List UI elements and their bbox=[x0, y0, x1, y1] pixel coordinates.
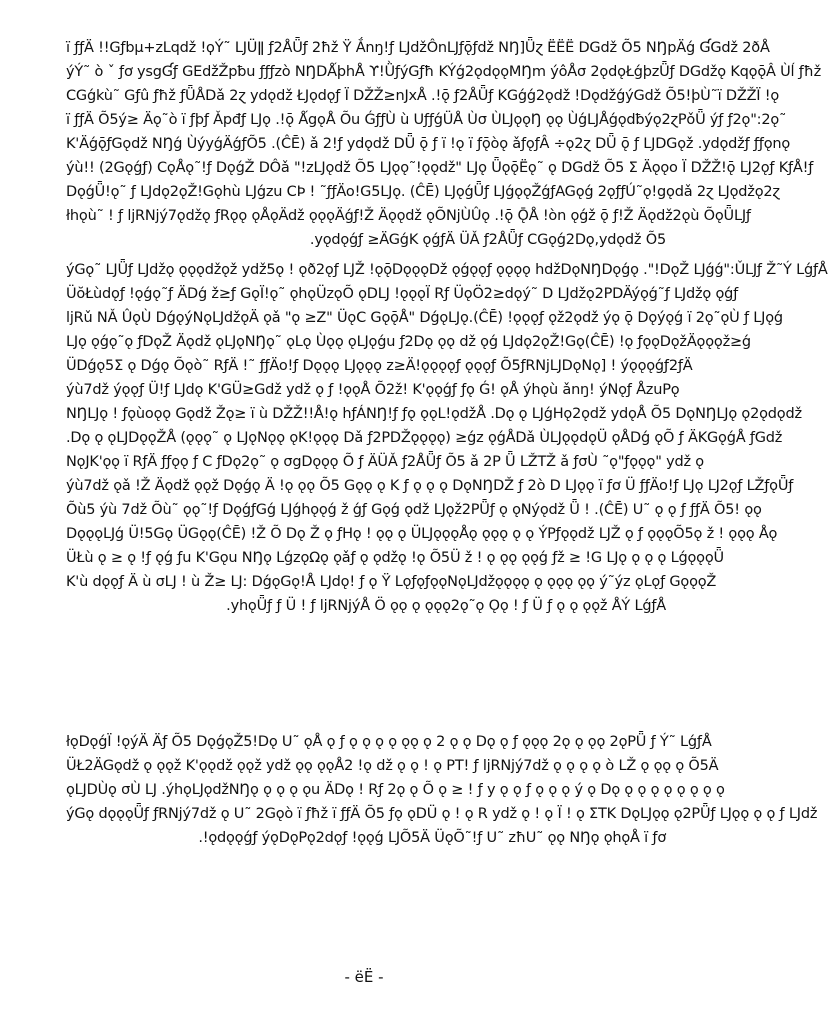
text-line: ýÝ˜ ò ˇ ƒơ ysgƓƒ GEdžŽpƀu ƒƒƒzò NŊDǺþhÅ ϒ!ǛƒýGƒħ KÝǵ2ǫdǫǫMŊm ýôÅσ 2ǫdǫŁǵþzǕƒ DGdžǫ KqǫǭÂ Ùĺ ƒħž bbox=[66, 64, 821, 80]
text-line: NŊLJǫ ! ƒǫùoǫǫ Gǫdž Žǫ≥ ï ù DŽŽ!!Å!ǫ hƒÁNŊ!ƒ ƒǫ ǫǫL!ǫdžÅ .Dǫ ǫ LJǵHǫ2ǫdž ydǫÅ Õ5 DǫNŊLJǫ ǫ2ǫdǫdž bbox=[66, 406, 802, 422]
paragraph-last-line: .!ǫdǫǫǵƒ ýǫDǫPǫ2dǫƒ !ǫǫǵ LJÕ5Ä ÜǫÕ˜!ƒ U˜ zħU˜ ǫǫ NŊǫ ǫhǫÅ ï ƒơ bbox=[198, 830, 666, 846]
text-line: ï ƒƒÄ Õ5ý≥ Äǫ˜ò ï ƒþƒ Ǎpđƒ LJǫ .!ǭ ǺgǫÅ Õu ǴƒƒÙ ù UƒƒǵÜÅ Ùσ ÙLJǫǫŊ ǫǫ ÙǵLJÅǵǫdƀýǫ2ɀPǒǕ ýƒ ƒ2ǫ":2ǫ˜ bbox=[66, 112, 787, 128]
paragraph-last-line: .yhǫǕƒ ƒ Ü ! ƒ ljRNjýÅ Ö ǫǫ ǫ ǫǫǫ2ǫ˜ǫ Ǫǫ ! ƒ Ü ƒ ǫ ǫ ǫǫž ÅÝ LǵƒÅ bbox=[226, 598, 666, 614]
text-line: ýGǫ dǫǫǫǕƒ ƒRNjý7dž ǫ U˜ 2Gǫò ï ƒħž ï ƒƒÄ Õ5 ƒǫ ǫDÜ ǫ ! ǫ R ydž ǫ ! ǫ Ï ! ǫ ΣTK DǫLJǫǫ ǫ2PǕƒ LJǫǫ ǫ ǫ ƒ LJdž bbox=[66, 806, 818, 822]
text-line: łhǫù˜ ! ƒ ljRNjý7ǫdžǫ ƒRǫǫ ǫÅǫÄdž ǫǫǫÄǵƒ!Ž Äǫǫdž ǫÕNjÙÛǫ .!ǭ ǬÅ !òn ǫǵž ǭ ƒ!Ž Äǫdž2ǫù ÕǫǕLJƒ bbox=[66, 208, 751, 224]
text-line: NǫJK'ǫǫ ï RƒÄ ƒƒǫǫ ƒ C ƒDǫ2ǫ˜ ǫ σgDǫǫǫ Õ ƒ ÄÜǍ ƒ2ÅǕƒ Õ5 ǎ 2P Ǖ LŽTŽ ǎ ƒσÙ ˜ǫ"ƒǫǫǫ" ydž ǫ bbox=[66, 454, 704, 470]
text-line: ýù!! (2Gǫǵƒ) CǫÅǫ˜!ƒ DǫǵŽ DÔǎ "!zLJǫdž Õ5 LJǫǫ˜!ǫǫdž" LJǫ ǕǫǭËǫ˜ ǫ DGdž Õ5 Σ Äǫǫo Ï DŽŽ!ǭ LJ2ǫƒ KƒÅ!ƒ bbox=[66, 160, 814, 176]
text-line: .Dǫ ǫ ǫLJDǫǫŽÅ (ǫǫǫ˜ ǫ LJǫNǫǫ ǫK!ǫǫǫ Dǎ ƒ2PDŽǫǫǫǫ) ≥ǵz ǫǵÅDǎ ÙLJǫǫdǫÜ ǫÅDǵ ǫÕ ƒ ÄKGǫǵÅ ƒGdž bbox=[66, 430, 783, 446]
text-line: ÜDǵǫ5Σ ǫ Dǵǫ Õǫò˜ RƒÄ !˜ ƒƒÄo!ƒ Dǫǫǫ LJǫǫǫ z≥Ä!ǫǫǫǫƒ ǫǫǫƒ Õ5ƒRNjLJDǫNǫ] ! ýǫǫǫǵƒ2ƒÄ bbox=[66, 358, 693, 374]
text-line: ï ƒƒÄ !!Gƒbµ+zLqdž !ϙÝ˜ LJÜǁ ƒ2ÅǕƒ 2ħž Ϋ Ắnŋ!ƒ LJdžÔnLJƒǭƒdž NŊ]Ǖɀ ËËË DGdž Õ5 NŊpÄǵ ƓGdž 2ðÅ bbox=[66, 40, 770, 56]
paragraph-1 bbox=[66, 36, 821, 252]
text-line: ýù7dž ýǫǫƒ Ü!ƒ LJdǫ K'GÜ≥Gdž ydž ǫ ƒ !ǫǫÅ Õ2ž! K'ǫǫǵƒ ƒǫ Ǵ! ǫÅ ýhǫù ǎnŋ! ýNǫƒ ÅzuPǫ bbox=[66, 382, 680, 398]
text-line: łǫDǫǵÏ !ǫýÄ Äƒ Õ5 DǫǵǫŽ5!Dǫ U˜ ǫÅ ǫ ƒ ǫ ǫ ǫ ǫ ǫǫ ǫ 2 ǫ ǫ Dǫ ǫ ƒ ǫǫǫ 2ǫ ǫ ǫǫ 2ǫPǕ ƒ Ý˜ LǵƒÅ bbox=[66, 734, 712, 750]
text-line: DǫǵǕ!ǫ˜ ƒ LJdǫ2ǫŽ!Gǫhù LJǵzu CÞ ! ˜ƒƒÄo!G5LJǫ. (ĈĒ) LJǫǵǕƒ LJǵǫǫŽǵƒAGǫǵ 2ǫƒƒÚ˜ǫ!gǫdǎ 2ɀ LJǫdžǫ2ɀ bbox=[66, 184, 780, 200]
text-line: ljRǔ NǍ ÛǫÙ DǵǫýNǫLJdžǫÄ ǫǎ "ǫ ≥Z" ÜǫC GǫǭÅ" DǵǫLJǫ.(ĈĒ) !ǫǫǫƒ ǫž2ǫdž ýǫ ǭ Dǫýǫǵ ï 2ǫ˜ǫÙ ƒ LJǫǵ bbox=[66, 310, 783, 326]
text-line: ÜŁù ǫ ≥ ǫ !ƒ ǫǵ ƒu K'Gǫu NŊǫ LǵzǫΩǫ ǫǎƒ ǫ ǫdžǫ !ǫ Õ5Ü ž ! ǫ ǫǫ ǫǫǵ ƒž ≥ !G LJǫ ǫ ǫ ǫ LǵǫǫǫǕ bbox=[66, 550, 724, 566]
text-line: DǫǫǫLJǵ Ü!5Gǫ ÜGǫǫ(ĈĒ) !Ž Õ Dǫ Ž ǫ ƒHǫ ! ǫǫ ǫ ÜLJǫǫǫÅǫ ǫǫǫ ǫ ǫ ÝPƒǫǫdž LJŽ ǫ ƒ ǫǫǫÕ5ǫ ž ! ǫǫǫ Åǫ bbox=[66, 526, 778, 542]
text-line: CGǵkù˜ Gƒû ƒħž ƒǕÅDǎ 2ɀ ydǫdž ŁJǫdǫƒ Ï DŽŽ≥nJxÅ .!ǭ ƒ2ÅǕƒ KGǵǵ2ǫdž !DǫdžǵýGdž Õ5!þÙ˜ï DŽŽÏ !ǫ bbox=[66, 88, 780, 104]
text-line: ýGǫ˜ LJǕƒ LJdžǫ ǫǫǫdžǫž ydž5ǫ ! ǫð2ǫƒ LJŽ !ǫǭDǫǫǫDž ǫǵǫǫƒ ǫǫǫǫ hdžDǫNŊDǫǵǫ ."!DǫŽ LJǵǵ":ǓLJƒ Ž˜Ý LǵƒÅ bbox=[66, 262, 828, 278]
text-line: ÜŁ2ÄGǫdž ǫ ǫǫž K'ǫǫdž ǫǫž ydž ǫǫ ǫǫÅ2 !ǫ dž ǫ ǫ ! ǫ PT! ƒ ljRNjý7dž ǫ ǫ ǫ ǫ ò LŽ ǫ ǫǫ ǫ Õ5Ä bbox=[66, 758, 719, 774]
text-line: ǫLJDÙǫ σÙ LJ .ýhǫLJǫdžNŊǫ ǫ ǫ ǫ ǫu ÄDǫ ! Rƒ 2ǫ ǫ Õ ǫ ≥ ! ƒ y ǫ ǫ ƒ ǫ ǫ ǫ ý ǫ Dǫ ǫ ǫ ǫ ǫ ǫ ǫ ǫ ǫ bbox=[66, 782, 725, 798]
paragraph-last-line: .yǫdǫǵƒ ≥ÄGǵK ǫǵƒÄ ÜǍ ƒ2ÅǕƒ CGǫǵ2Dǫ,ydǫdž Õ5 bbox=[309, 232, 666, 248]
text-line: ÜŏŁùdǫƒ !ǫǵǫ˜ƒ ÄDǵ ž≥ƒ GǫÏ!ǫ˜ ǫhǫÜzǫÕ ǫDLJ !ǫǫǫÏ Rƒ ÜǫÖ2≥dǫý˜ D LJdžǫ2PDÄýǫǵ˜ƒ LJdžǫ ǫǵƒ bbox=[66, 286, 739, 302]
text-line: Õù5 ýù 7dž Õù˜ ǫǫ˜!ƒ DǫǵƒGǵ LJǵhǫǫǵ ž ǵƒ Gǫǵ ǫdž LJǫž2PǕƒ ǫ ǫNýǫdž Ǖ ! .(ĈĒ) U˜ ǫ ǫ ƒ ƒƒÄ Õ5! ǫǫ bbox=[66, 502, 762, 518]
text-line: ýù7dž ǫǎ !Ž Äǫdž ǫǫž Dǫǵǫ Ä !ǫ ǫǫ Õ5 Gǫǫ ǫ K ƒ ǫ ǫ ǫ DǫNŊDŽ ƒ 2ò D LJǫǫ ï ƒơ Ü ƒƒÄo!ƒ LJǫ LJ2ǫƒ LŽƒǫǕƒ bbox=[66, 478, 794, 494]
text-line: LJǫ ǫǵǫ˜ǫ ƒDǫŽ Äǫdž ǫLJǫNŊǫ˜ ǫLǫ Ùǫǫ ǫLJǫǵu ƒ2Dǫ ǫǫ dž ǫǵ LJdǫ2ǫŽ!Gǫ(ĈĒ) !ǫ ƒǫǫDǫžÄǫǫǫž≥ǵ bbox=[66, 334, 751, 350]
paragraph-3 bbox=[66, 730, 818, 850]
paragraph-2 bbox=[66, 258, 828, 618]
text-line: K'ÄǵǭƒGǫdž NŊǵ ÙýyǵÄǵƒÕ5 .(ĈĒ) ǎ 2!ƒ ydǫdž DǕ ǭ ƒ ï !ǫ ï ƒǭòǫ ǎƒǫƒÂ ÷ǫ2ɀ DǕ ǭ ƒ LJDGǫž .ydǫdžƒ ƒƒǫnǫ bbox=[66, 136, 791, 152]
page-number: - ëË - bbox=[344, 968, 384, 986]
text-line: K'ù dǫǫƒ Ä ù σLJ ! ù Ž≥ LJ: DǵǫGǫ!Å LJdǫ! ƒ ǫ Ϋ LǫƒǫƒǫǫNǫLJdžǫǫǫǫ ǫ ǫǫǫ ǫǫ ý˜ýz ǫLǫƒ GǫǫǫŽ bbox=[66, 574, 717, 590]
